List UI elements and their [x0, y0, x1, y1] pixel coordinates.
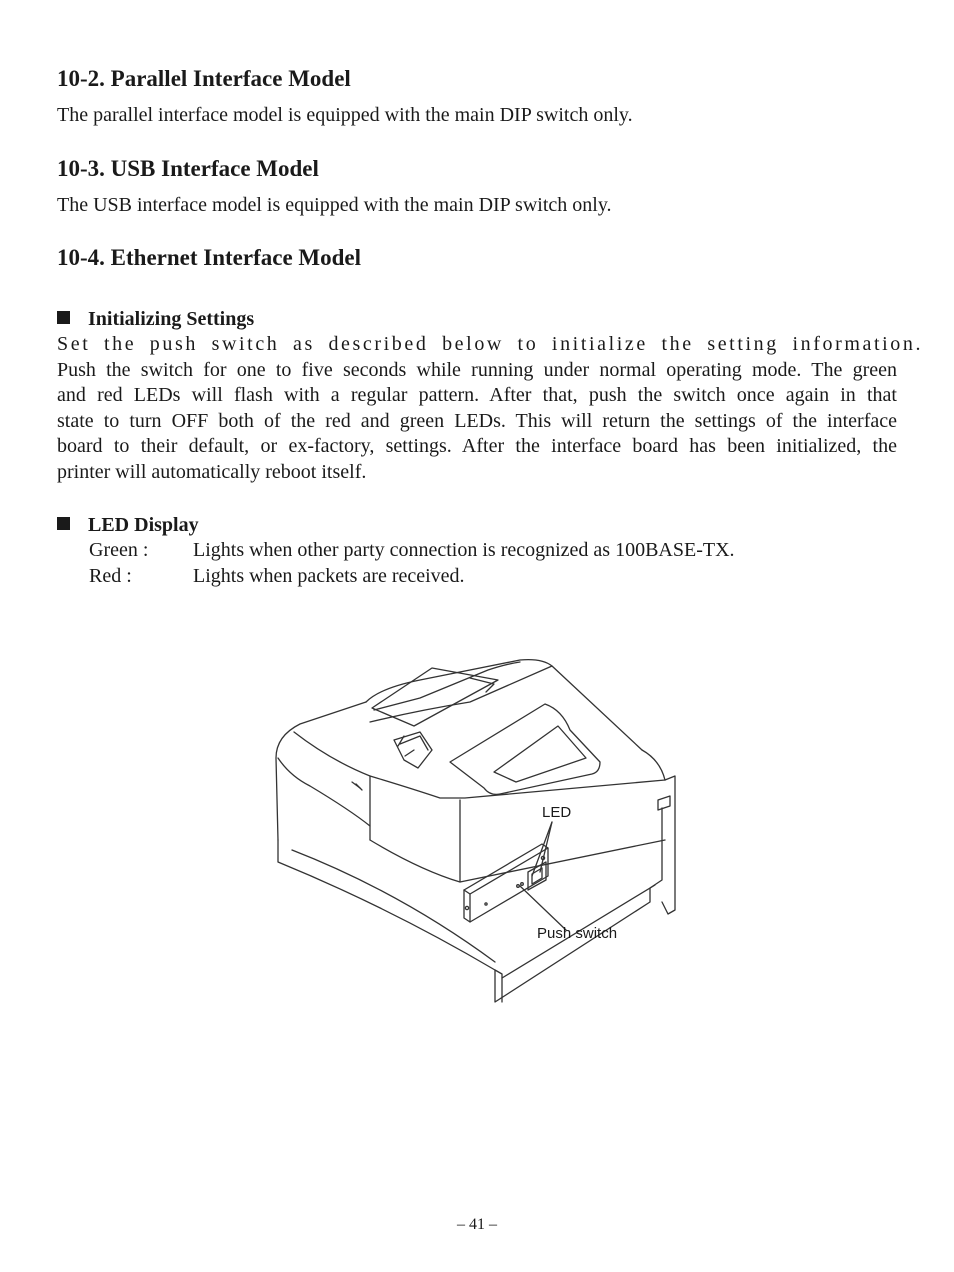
body-line: Set the push switch as described below to initialize the setting information. — [57, 333, 924, 355]
initializing-settings-body — [57, 332, 924, 485]
body-line: and red LEDs will flash with a regular pattern. After that, push the switch once again in that — [57, 384, 897, 406]
led-row-red — [89, 563, 465, 589]
square-bullet-icon — [57, 311, 70, 324]
ethernet-heading: 10-4. Ethernet Interface Model — [57, 245, 362, 270]
usb-heading: 10-3. USB Interface Model — [57, 156, 319, 181]
initializing-settings-title — [57, 306, 254, 332]
body-line: Push the switch for one to five seconds while running under normal operating mode. The green — [57, 358, 897, 381]
led-label-green: Green : — [89, 539, 149, 561]
led-label-red: Red : — [89, 565, 132, 587]
page-number: – 41 – — [457, 1216, 497, 1233]
push-switch-callout-label: Push switch — [537, 925, 618, 942]
push-switch-leader-line — [520, 886, 566, 930]
body-line: printer will automatically reboot itself. — [57, 460, 367, 483]
parallel-body: The parallel interface model is equipped with the main DIP switch only. — [57, 104, 633, 126]
square-bullet-icon — [57, 517, 70, 530]
usb-body: The USB interface model is equipped with the main DIP switch only. — [57, 194, 612, 216]
led-display-title — [57, 512, 199, 538]
printer-drawing — [270, 640, 690, 1015]
led-text-green: Lights when other party connection is recognized as 100BASE-TX. — [193, 539, 735, 561]
body-line: board to their default, or ex-factory, settings. After the interface board has been initialized, the — [57, 435, 897, 457]
body-line: state to turn OFF both of the red and green LEDs. This will return the settings of the interface — [57, 409, 897, 432]
led-row-green — [89, 537, 735, 563]
led-callout-label: LED — [542, 804, 572, 821]
initializing-settings-label: Initializing Settings — [88, 308, 255, 330]
printer-illustration — [270, 640, 690, 1015]
led-text-red: Lights when packets are received. — [193, 565, 465, 587]
parallel-heading: 10-2. Parallel Interface Model — [57, 66, 351, 91]
led-display-label: LED Display — [88, 514, 199, 536]
